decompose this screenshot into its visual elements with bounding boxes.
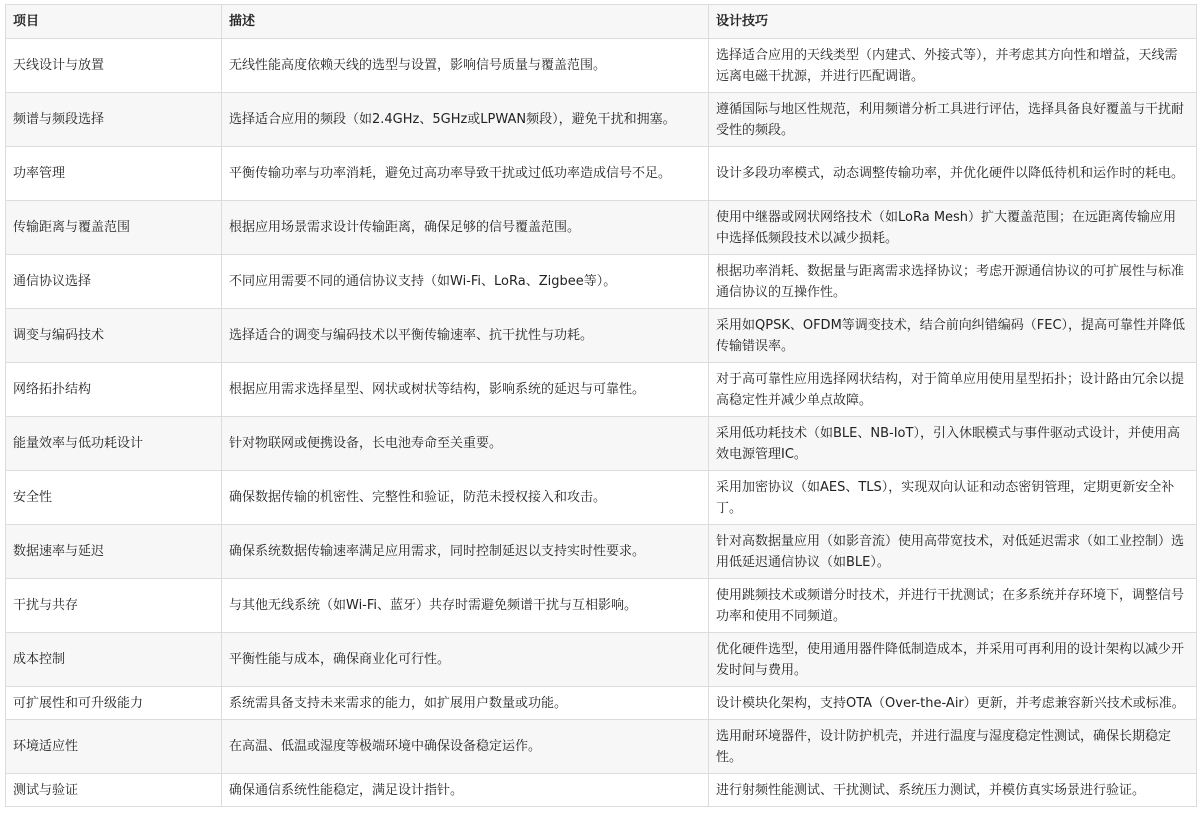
design-tips-table [5, 4, 1197, 807]
cell-item: 传输距离与覆盖范围 [6, 201, 222, 255]
cell-description: 根据应用需求选择星型、网状或树状等结构，影响系统的延迟与可靠性。 [222, 363, 709, 417]
cell-item: 可扩展性和可升级能力 [6, 687, 222, 720]
cell-design-tips: 使用跳频技术或频谱分时技术，并进行干扰测试；在多系统并存环境下，调整信号功率和使用不同频道。 [709, 579, 1197, 633]
table-body [6, 39, 1197, 807]
cell-description: 根据应用场景需求设计传输距离，确保足够的信号覆盖范围。 [222, 201, 709, 255]
table-row [6, 39, 1197, 93]
cell-item: 通信协议选择 [6, 255, 222, 309]
cell-description: 与其他无线系统（如Wi-Fi、蓝牙）共存时需避免频谱干扰与互相影响。 [222, 579, 709, 633]
cell-design-tips: 根据功率消耗、数据量与距离需求选择协议；考虑开源通信协议的可扩展性与标准通信协议的互操作性。 [709, 255, 1197, 309]
cell-item: 功率管理 [6, 147, 222, 201]
cell-design-tips: 采用加密协议（如AES、TLS），实现双向认证和动态密钥管理，定期更新安全补丁。 [709, 471, 1197, 525]
table-row [6, 255, 1197, 309]
cell-design-tips: 遵循国际与地区性规范，利用频谱分析工具进行评估，选择具备良好覆盖与干扰耐受性的频段。 [709, 93, 1197, 147]
cell-description: 不同应用需要不同的通信协议支持（如Wi-Fi、LoRa、Zigbee等）。 [222, 255, 709, 309]
cell-design-tips: 采用低功耗技术（如BLE、NB-IoT），引入休眠模式与事件驱动式设计，并使用高效电源管理IC。 [709, 417, 1197, 471]
table-row [6, 417, 1197, 471]
cell-item: 安全性 [6, 471, 222, 525]
cell-item: 成本控制 [6, 633, 222, 687]
cell-design-tips: 设计多段功率模式，动态调整传输功率，并优化硬件以降低待机和运作时的耗电。 [709, 147, 1197, 201]
header-description: 描述 [222, 5, 709, 39]
table-row [6, 471, 1197, 525]
cell-item: 网络拓扑结构 [6, 363, 222, 417]
header-row [6, 5, 1197, 39]
cell-description: 确保数据传输的机密性、完整性和验证，防范未授权接入和攻击。 [222, 471, 709, 525]
header-design-tips: 设计技巧 [709, 5, 1197, 39]
header-item: 项目 [6, 5, 222, 39]
cell-description: 针对物联网或便携设备，长电池寿命至关重要。 [222, 417, 709, 471]
cell-description: 在高温、低温或湿度等极端环境中确保设备稳定运作。 [222, 720, 709, 774]
cell-item: 能量效率与低功耗设计 [6, 417, 222, 471]
cell-design-tips: 选用耐环境器件，设计防护机壳，并进行温度与湿度稳定性测试，确保长期稳定性。 [709, 720, 1197, 774]
table-row [6, 363, 1197, 417]
cell-item: 环境适应性 [6, 720, 222, 774]
table-row [6, 633, 1197, 687]
cell-description: 确保系统数据传输速率满足应用需求，同时控制延迟以支持实时性要求。 [222, 525, 709, 579]
cell-design-tips: 优化硬件选型，使用通用器件降低制造成本，并采用可再利用的设计架构以减少开发时间与费用。 [709, 633, 1197, 687]
cell-design-tips: 针对高数据量应用（如影音流）使用高带宽技术，对低延迟需求（如工业控制）选用低延迟通信协议（如BLE）。 [709, 525, 1197, 579]
table-row [6, 579, 1197, 633]
cell-design-tips: 设计模块化架构，支持OTA（Over-the-Air）更新，并考虑兼容新兴技术或标准。 [709, 687, 1197, 720]
table-row [6, 201, 1197, 255]
table-row [6, 687, 1197, 720]
cell-description: 系统需具备支持未来需求的能力，如扩展用户数量或功能。 [222, 687, 709, 720]
cell-description: 选择适合的调变与编码技术以平衡传输速率、抗干扰性与功耗。 [222, 309, 709, 363]
cell-description: 选择适合应用的频段（如2.4GHz、5GHz或LPWAN频段），避免干扰和拥塞。 [222, 93, 709, 147]
cell-item: 数据速率与延迟 [6, 525, 222, 579]
cell-design-tips: 进行射频性能测试、干扰测试、系统压力测试，并模仿真实场景进行验证。 [709, 774, 1197, 807]
cell-design-tips: 对于高可靠性应用选择网状结构，对于简单应用使用星型拓扑；设计路由冗余以提高稳定性并减少单点故障。 [709, 363, 1197, 417]
table-row [6, 93, 1197, 147]
table-row [6, 720, 1197, 774]
cell-description: 确保通信系统性能稳定，满足设计指针。 [222, 774, 709, 807]
table-row [6, 774, 1197, 807]
cell-item: 频谱与频段选择 [6, 93, 222, 147]
table-row [6, 525, 1197, 579]
table-header [6, 5, 1197, 39]
cell-design-tips: 选择适合应用的天线类型（内建式、外接式等），并考虑其方向性和增益，天线需远离电磁干扰源，并进行匹配调谐。 [709, 39, 1197, 93]
cell-design-tips: 使用中继器或网状网络技术（如LoRa Mesh）扩大覆盖范围；在远距离传输应用中选择低频段技术以减少损耗。 [709, 201, 1197, 255]
cell-design-tips: 采用如QPSK、OFDM等调变技术，结合前向纠错编码（FEC），提高可靠性并降低传输错误率。 [709, 309, 1197, 363]
cell-description: 平衡传输功率与功率消耗，避免过高功率导致干扰或过低功率造成信号不足。 [222, 147, 709, 201]
cell-item: 测试与验证 [6, 774, 222, 807]
cell-description: 平衡性能与成本，确保商业化可行性。 [222, 633, 709, 687]
cell-description: 无线性能高度依赖天线的选型与设置，影响信号质量与覆盖范围。 [222, 39, 709, 93]
cell-item: 干扰与共存 [6, 579, 222, 633]
table-row [6, 309, 1197, 363]
table-row [6, 147, 1197, 201]
cell-item: 天线设计与放置 [6, 39, 222, 93]
cell-item: 调变与编码技术 [6, 309, 222, 363]
